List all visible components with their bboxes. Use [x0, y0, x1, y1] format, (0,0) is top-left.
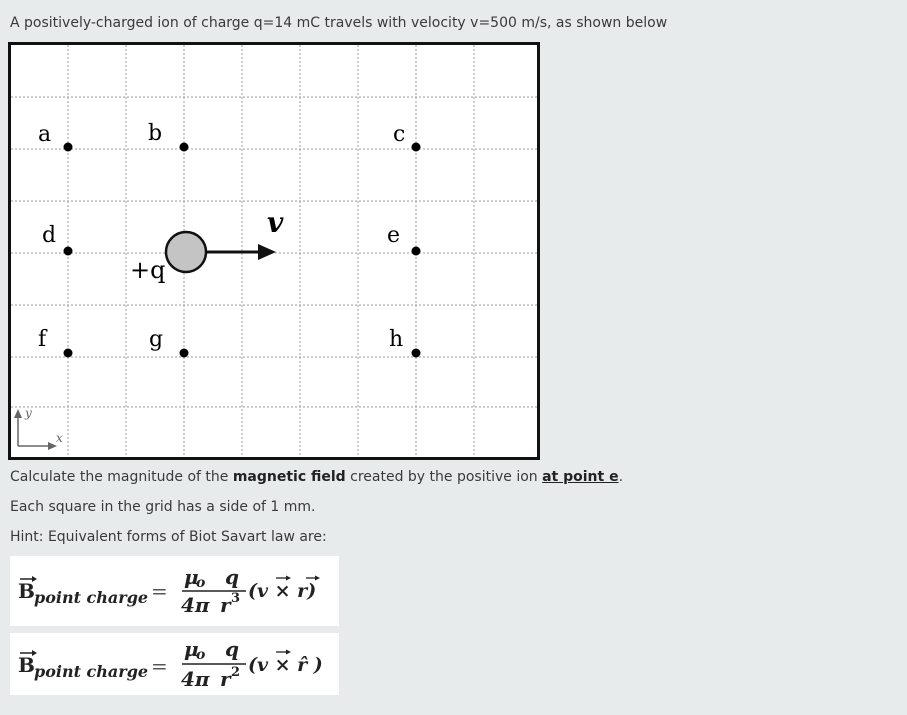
formula-2-mu: μ [184, 637, 199, 661]
point-g-label: g [149, 327, 164, 352]
axis-y-label: y [25, 406, 32, 420]
task-middle: created by the positive ion [345, 469, 543, 485]
point-a-dot [64, 143, 73, 152]
formula-1-q: q [225, 565, 239, 589]
charge-label: +q [130, 256, 166, 284]
point-c-dot [412, 143, 421, 152]
formula-1-cross: (v × r) [248, 580, 317, 602]
point-d-label: d [42, 223, 57, 248]
task-text [10, 469, 623, 485]
formula-1-B: B [18, 579, 35, 603]
formula-1-mu: μ [184, 565, 199, 589]
formula-2 [10, 633, 339, 695]
point-g-dot [180, 349, 189, 358]
point-h-label: h [389, 327, 404, 352]
formula-1-r: r [220, 593, 231, 617]
point-f-dot [64, 349, 73, 358]
grid-figure [8, 42, 540, 460]
formula-2-4pi: 4π [181, 667, 210, 691]
point-h-dot [412, 349, 421, 358]
grid-note: Each square in the grid has a side of 1 mm. [10, 499, 316, 515]
task-suffix: . [618, 469, 624, 485]
formula-1-subscript: point charge [34, 588, 149, 607]
hint-text: Hint: Equivalent forms of Biot Savart law are: [10, 529, 327, 545]
task-bold: magnetic field [232, 469, 346, 485]
velocity-label: v [267, 206, 284, 239]
point-b-dot [180, 143, 189, 152]
task-underlined: at point e [542, 469, 619, 485]
point-b-label: b [148, 121, 163, 146]
formula-1 [10, 556, 339, 626]
point-e-label: e [387, 223, 401, 248]
formula-2-equals: = [151, 654, 168, 678]
formula-1-equals: = [151, 579, 168, 603]
formula-2-subscript: point charge [34, 662, 149, 681]
point-a-label: a [38, 122, 52, 147]
formula-1-power: 3 [231, 591, 241, 606]
formula-1-mu-sub: o [196, 575, 206, 591]
formula-2-r: r [220, 667, 231, 691]
point-e-dot [412, 247, 421, 256]
formula-2-cross: (v × r̂ ) [248, 654, 323, 676]
question-intro: A positively-charged ion of charge q=14 mC travels with velocity v=500 m/s, as shown below [10, 15, 668, 31]
formula-1-4pi: 4π [181, 593, 210, 617]
charge-ion [166, 232, 206, 272]
axis-x-label: x [56, 431, 63, 445]
formula-2-power: 2 [231, 665, 241, 680]
point-c-label: c [393, 122, 406, 147]
formula-2-q: q [225, 637, 239, 661]
point-d-dot [64, 247, 73, 256]
task-prefix: Calculate the magnitude of the [10, 469, 233, 485]
formula-2-mu-sub: o [196, 647, 206, 663]
formula-2-B: B [18, 653, 35, 677]
point-f-label: f [38, 327, 47, 352]
